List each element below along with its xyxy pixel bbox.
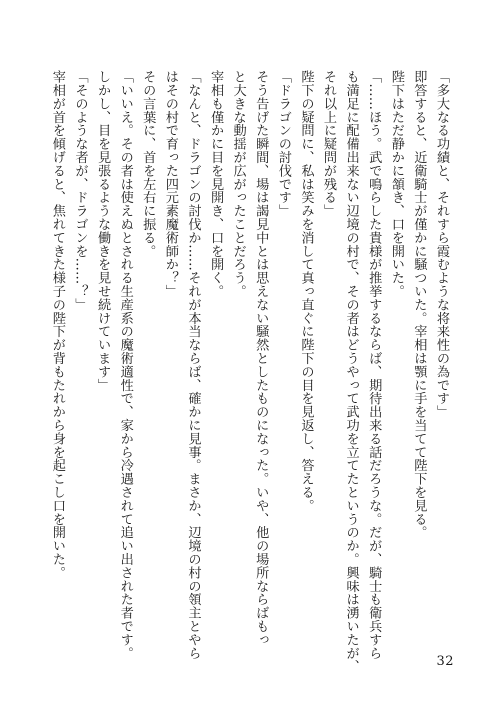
text-line-1: 「多大なる功績と、それすら霞むような将来性の為です」 (434, 70, 449, 419)
text-line-2: 即答すると、近衛騎士が僅かに騒ついた。宰相は顎に手を当てて陛下を見る。 (411, 70, 427, 539)
text-line-13: はその村で育った四元素魔術師か？」 (162, 70, 178, 298)
text-line-8: 「ドラゴンの討伐です」 (275, 70, 291, 218)
text-line-18: 宰相が首を傾げると、焦れてきた様子の陛下が背もたれから身を起こし口を開いた。 (49, 70, 65, 580)
text-line-11: 宰相も僅かに目を見開き、口を開く。 (208, 70, 224, 298)
text-line-16: しかし、目を見張るような働きを見せ続けています」 (95, 70, 111, 392)
text-line-15: 「いいえ。その者は使えぬとされる生産系の魔術適性で、家から冷遇されて追い出された者です。 (117, 70, 133, 660)
text-line-5: も満足に配備出来ない辺境の村で、その者はどうやって武功を立てたというのか。興味は湧いたが、 (343, 70, 359, 673)
text-line-9: そう告げた瞬間、場は謁見中とは思えない騒然としたものになった。いや、他の場所ならばもっ (253, 70, 269, 647)
text-line-14: その言葉に、首を左右に振る。 (140, 70, 156, 258)
text-line-17: 「そのような者が、ドラゴンを……？」 (72, 70, 88, 312)
page-number: 32 (436, 654, 454, 669)
text-line-3: 陛下はただ静かに頷き、口を開いた。 (388, 70, 404, 298)
text-line-10: と大きな動揺が広がったことだろう。 (230, 70, 246, 298)
text-line-4: 「……ほう。武で鳴らした貴様が推挙するならば、期待出来る話だろうな。だが、騎士も衛兵すら (366, 70, 382, 660)
text-line-12: 「なんと、ドラゴンの討伐か……それが本当ならば、確かに見事。まさか、辺境の村の領主とやら (185, 70, 201, 660)
text-line-7: 陛下の疑問に、私は笑みを消して真っ直ぐに陛下の目を見返し、答える。 (298, 70, 314, 513)
text-line-6: それ以上に疑問が残る」 (321, 70, 337, 218)
